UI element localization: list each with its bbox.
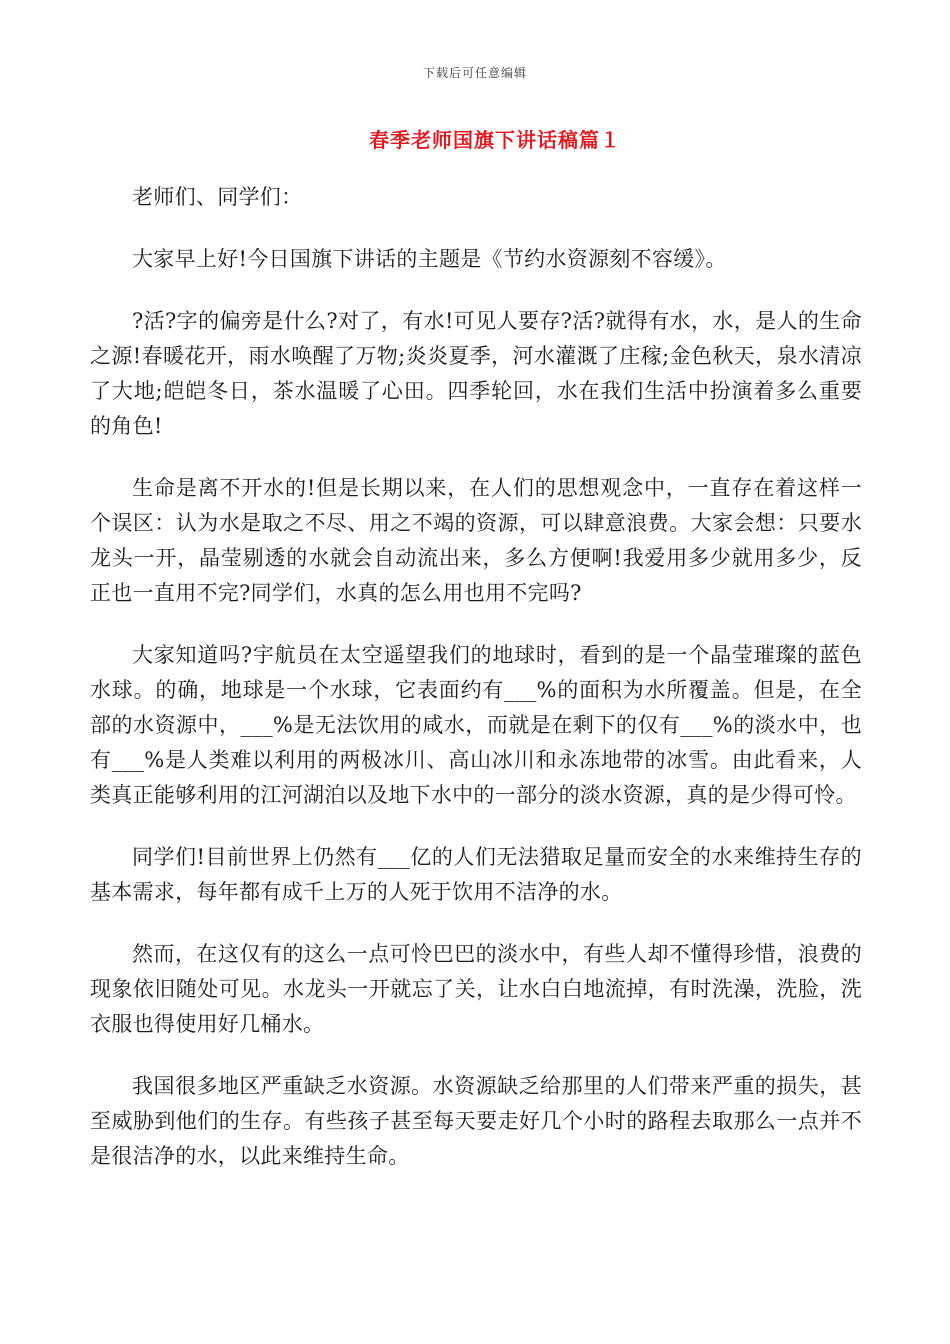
page-header-note: 下载后可任意编辑	[422, 66, 527, 80]
document-title: 春季老师国旗下讲话稿篇１	[369, 128, 621, 152]
paragraph-shortage: 我国很多地区严重缺乏水资源。水资源缺乏给那里的人们带来严重的损失，甚至威胁到他们的生存。有些孩子甚至每天要走好几个小时的路程去取那么一点并不是很洁净的水，以此来维持生命。	[90, 1074, 862, 1168]
paragraph-water-life: ?活?字的偏旁是什么?对了，有水!可见人要存?活?就得有水，水，是人的生命之源!春暖花开，雨水唤醒了万物;炎炎夏季，河水灌溉了庄稼;金色秋天，泉水清凉了大地;皑皑冬日，茶水温暖了心田。四季轮回，水在我们生活中扮演着多么重要的角色!	[90, 309, 862, 438]
paragraph-waste: 然而，在这仅有的这么一点可怜巴巴的淡水中，有些人却不懂得珍惜，浪费的现象依旧随处可见。水龙头一开就忘了关，让水白白地流掉，有时洗澡，洗脸，洗衣服也得使用好几桶水。	[90, 942, 862, 1036]
paragraph-greeting: 老师们、同学们：	[132, 185, 303, 209]
paragraph-misconception: 生命是离不开水的!但是长期以来，在人们的思想观念中，一直存在着这样一个误区：认为水是取之不尽、用之不竭的资源，可以肆意浪费。大家会想：只要水龙头一开，晶莹剔透的水就会自动流出来，多么方便啊!我爱用多少就用多少，反正也一直用不完?同学们，水真的怎么用也用不完吗?	[90, 476, 862, 605]
document-body	[90, 180, 862, 1201]
paragraph-world-need: 同学们!目前世界上仍然有___亿的人们无法猎取足量而安全的水来维持生存的基本需求，每年都有成千上万的人死于饮用不洁净的水。	[90, 845, 862, 904]
paragraph-intro: 大家早上好!今日国旗下讲话的主题是《节约水资源刻不容缓》。	[132, 247, 727, 271]
paragraph-earth-water: 大家知道吗?宇航员在太空遥望我们的地球时，看到的是一个晶莹璀璨的蓝色水球。的确，地球是一个水球，它表面约有___%的面积为水所覆盖。但是，在全部的水资源中，___%是无法饮用的咸水，而就是在剩下的仅有___%的淡水中，也有___%是人类难以利用的两极冰川、高山冰川和永冻地带的冰雪。由此看来，人类真正能够利用的江河湖泊以及地下水中的一部分的淡水资源，真的是少得可怜。	[90, 643, 862, 807]
